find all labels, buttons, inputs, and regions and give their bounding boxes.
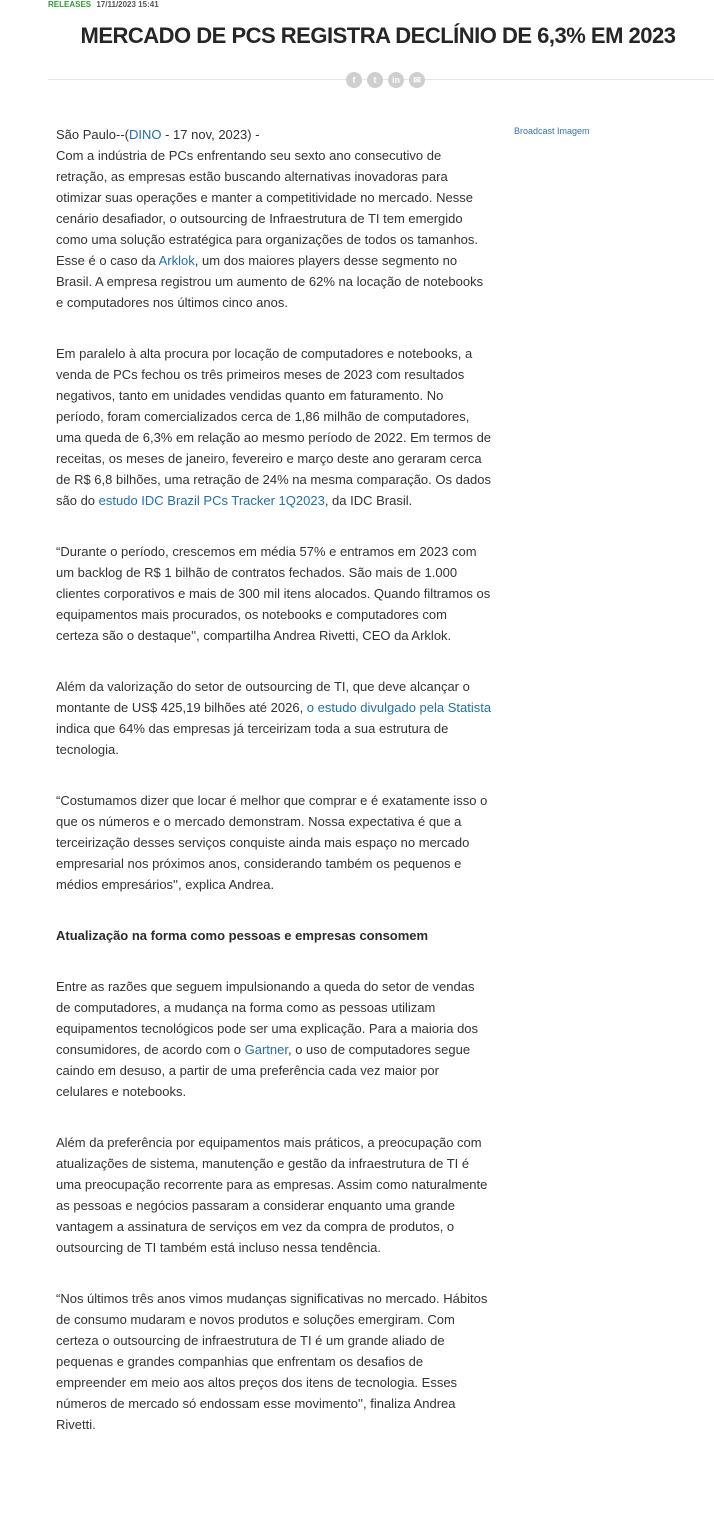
linkedin-icon[interactable]: in [388,72,404,88]
paragraph-text: , um dos maiores players desse segmento no Brasil. A empresa registrou um aumento de 62% na locação de notebooks e computadores nos últimos cinco anos. [56,253,484,310]
paragraph-text: Com a indústria de PCs enfrentando seu sexto ano consecutivo de retração, as empresas estão buscando alternativas inovadoras para otimizar suas operações e manter a competitividade no mercado. Nesse cenário desafiador, o outsourcing de Infraestrutura de TI tem emergido como uma solução estratégica para organizações de todos os tamanhos. Esse é o caso da [56,148,479,268]
paragraph-text: Em paralelo à alta procura por locação de computadores e notebooks, a venda de PCs fechou os três primeiros meses de 2023 com resultados negativos, tanto em unidades vendidas quanto em faturamento. No período, foram comercializados cerca de 1,86 milhão de computadores, uma queda de 6,3% em relação ao mesmo período de 2022. Em termos de receitas, os meses de janeiro, fevereiro e março deste ano geraram cerca de R$ 6,8 bilhões, uma retração de 24% na mesma comparação. Os dados são do [56,346,492,508]
share-bar [346,72,425,88]
dateline-prefix: São Paulo--( [56,127,129,142]
paragraph-text: , o uso de computadores segue caindo em desuso, a partir de uma preferência cada vez maior por celulares e notebooks. [56,1042,471,1099]
idc-study-link[interactable]: estudo IDC Brazil PCs Tracker 1Q2023 [98,493,325,508]
timestamp: 17/11/2023 15:41 [96,0,159,9]
image-credit[interactable]: Broadcast Imagem [514,126,590,136]
dateline-suffix: - 17 nov, 2023) - [161,127,260,142]
paragraph-text: indica que 64% das empresas já terceirizam toda a sua estrutura de tecnologia. [56,721,449,757]
arklok-link[interactable]: Arklok [158,253,195,268]
paragraph-text: Além da valorização do setor de outsourcing de TI, que deve alcançar o montante de US$ 425,19 bilhões até 2026, [56,679,470,715]
paragraph: “Durante o período, crescemos em média 57% e entramos em 2023 com um backlog de R$ 1 bilhão de contratos fechados. São mais de 1.000 clientes corporativos e mais de 300 mil itens alocados. Quando filtramos os equipamentos mais procurados, os notebooks e computadores com certeza são o destaque'', compartilha Andrea Rivetti, CEO da Arklok. [56,544,491,643]
paragraph [56,124,492,313]
gartner-link[interactable]: Gartner [244,1042,288,1057]
paragraph: “Costumamos dizer que locar é melhor que comprar e é exatamente isso o que os números e o mercado demonstram. Nossa expectativa é que a terceirização desses serviços conquiste ainda mais espaço no mercado empresarial nos próximos anos, considerando também os pequenos e médios empresários'', explica Andrea. [56,793,488,892]
statista-link[interactable]: o estudo divulgado pela Statista [306,700,492,715]
dino-link[interactable]: DINO [128,127,162,142]
page-title: MERCADO DE PCS REGISTRA DECLÍNIO DE 6,3% EM 2023 [80,23,676,48]
section-tag[interactable]: RELEASES [48,0,92,9]
paragraph: Além da preferência por equipamentos mais práticos, a preocupação com atualizações de sistema, manutenção e gestão da infraestrutura de TI é uma preocupação recorrente para as empresas. Assim como naturalmente as pessoas e negócios passaram a considerar enquanto uma grande vantagem a assinatura de serviços em vez da compra de produtos, o outsourcing de TI também está incluso nessa tendência. [56,1135,488,1255]
twitter-icon[interactable]: t [367,72,383,88]
paragraph [56,676,492,760]
paragraph-text: Entre as razões que seguem impulsionando a queda do setor de vendas de computadores, a mudança na forma como as pessoas utilizam equipamentos tecnológicos pode ser uma explicação. Para a maioria dos consumidores, de acordo com o [56,979,479,1057]
section-subheading: Atualização na forma como pessoas e empresas consomem [56,928,429,943]
facebook-icon[interactable]: f [346,72,362,88]
top-bar [48,0,159,10]
paragraph-text: , da IDC Brasil. [324,493,413,508]
paragraph [56,976,492,1102]
paragraph [56,343,492,511]
paragraph: “Nos últimos três anos vimos mudanças significativas no mercado. Hábitos de consumo mudaram e novos produtos e soluções emergiram. Com certeza o outsourcing de infraestrutura de TI é um grande aliado de pequenas e grandes companhias que enfrentam os desafios de empreender em meio aos altos preços dos itens de tecnologia. Esses números de mercado só endossam esse movimento'', finaliza Andrea Rivetti. [56,1291,488,1432]
email-icon[interactable]: ✉ [409,72,425,88]
article-body [56,124,492,1465]
